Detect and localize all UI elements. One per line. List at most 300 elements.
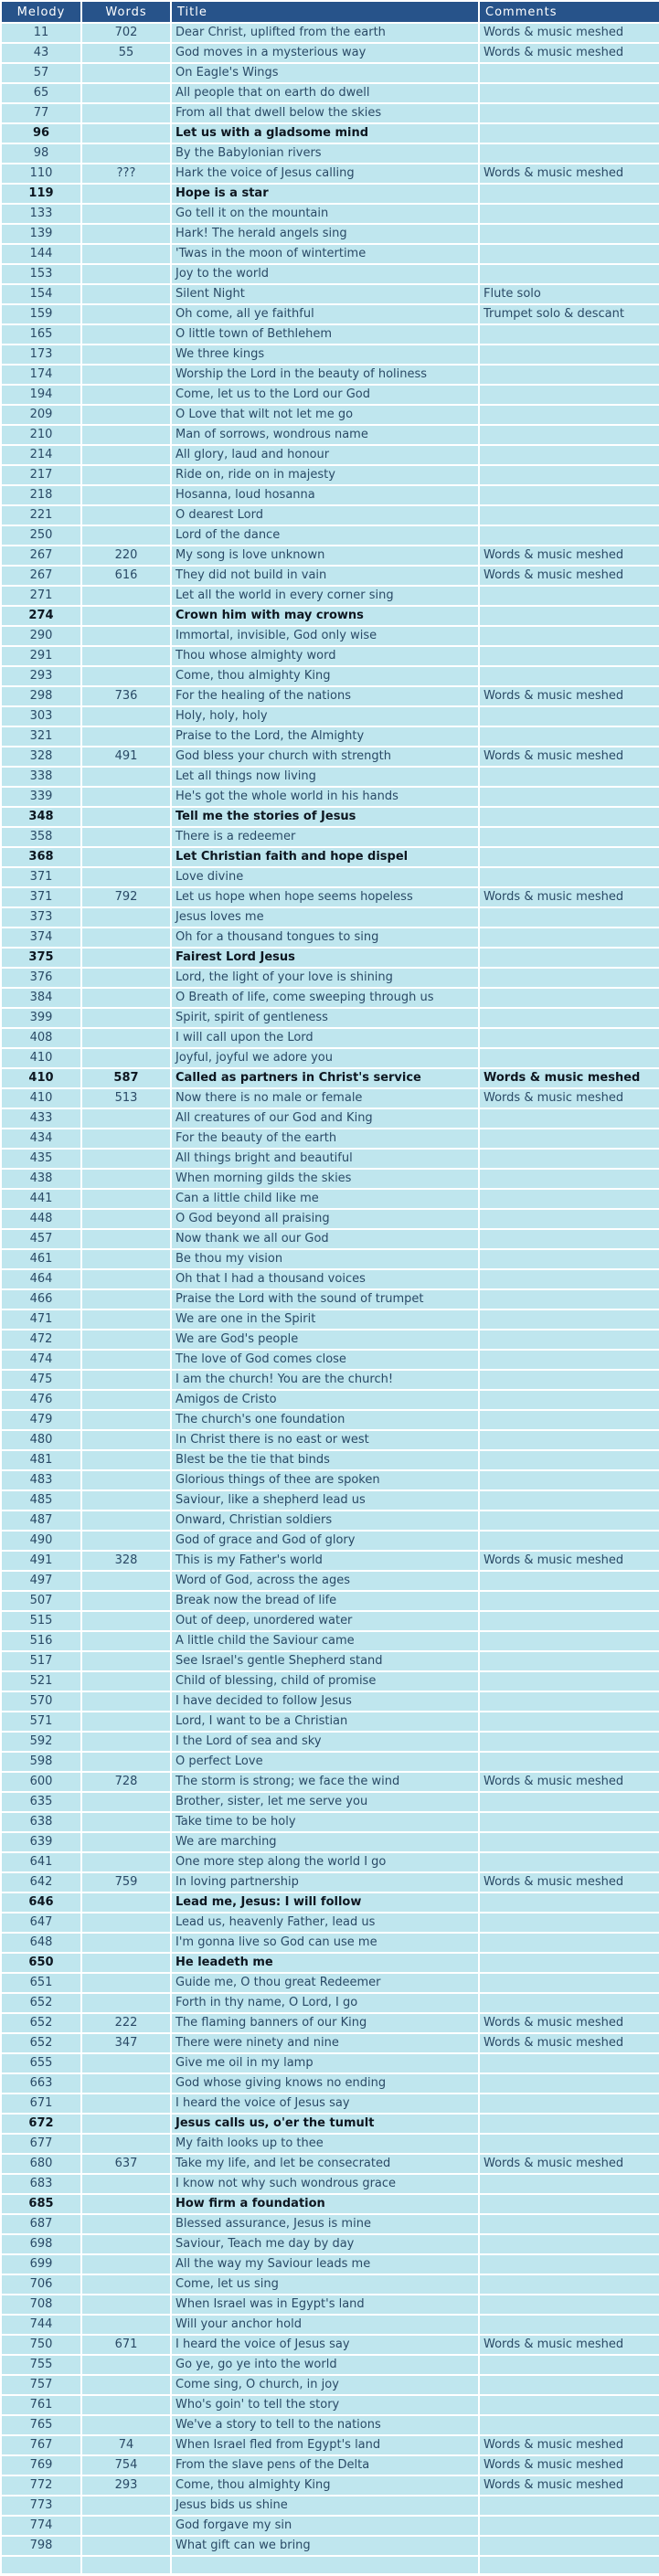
words-cell (82, 1230, 170, 1248)
melody-cell: 358 (2, 828, 80, 846)
melody-cell: 139 (2, 225, 80, 243)
melody-cell: 410 (2, 1089, 80, 1108)
melody-cell: 774 (2, 2517, 80, 2535)
melody-cell: 638 (2, 1813, 80, 1831)
words-cell (82, 1210, 170, 1228)
comments-cell (480, 446, 659, 464)
words-cell (82, 808, 170, 826)
words-cell (82, 2094, 170, 2113)
table-row (2, 1270, 659, 1288)
table-row (2, 24, 659, 42)
comments-cell (480, 808, 659, 826)
empty-cell (480, 2557, 659, 2573)
melody-cell: 592 (2, 1733, 80, 1751)
table-row (2, 144, 659, 163)
table-row (2, 707, 659, 726)
title-cell: Can a little child like me (172, 1190, 478, 1208)
title-cell: All creatures of our God and King (172, 1109, 478, 1128)
title-cell: Take time to be holy (172, 1813, 478, 1831)
comments-cell: Words & music meshed (480, 1069, 659, 1087)
comments-cell (480, 2416, 659, 2434)
table-row (2, 1451, 659, 1469)
melody-cell: 133 (2, 205, 80, 223)
melody-cell: 399 (2, 1009, 80, 1027)
words-cell (82, 1572, 170, 1590)
comments-cell (480, 2195, 659, 2213)
empty-cell (172, 2557, 478, 2573)
words-cell: 702 (82, 24, 170, 42)
title-cell: All things bright and beautiful (172, 1150, 478, 1168)
title-cell: Word of God, across the ages (172, 1572, 478, 1590)
table-row (2, 1652, 659, 1670)
words-cell (82, 1652, 170, 1670)
words-cell (82, 205, 170, 223)
words-cell (82, 1833, 170, 1851)
title-cell: The love of God comes close (172, 1351, 478, 1369)
melody-header: Melody (2, 2, 80, 22)
title-cell: Praise the Lord with the sound of trumpet (172, 1290, 478, 1309)
title-cell: They did not build in vain (172, 567, 478, 585)
title-cell: Called as partners in Christ's service (172, 1069, 478, 1087)
melody-cell: 371 (2, 888, 80, 906)
comments-cell (480, 1290, 659, 1309)
table-row (2, 848, 659, 866)
words-cell (82, 1913, 170, 1932)
title-cell: Saviour, like a shepherd lead us (172, 1491, 478, 1510)
table-row (2, 949, 659, 967)
table-row (2, 1612, 659, 1630)
title-cell: I the Lord of sea and sky (172, 1733, 478, 1751)
table-row (2, 1733, 659, 1751)
comments-cell (480, 788, 659, 806)
words-cell (82, 828, 170, 846)
title-cell: O little town of Bethlehem (172, 325, 478, 344)
words-cell (82, 2135, 170, 2153)
comments-cell (480, 1029, 659, 1047)
title-cell: Come, thou almighty King (172, 2476, 478, 2495)
melody-cell: 218 (2, 486, 80, 504)
title-cell: Silent Night (172, 285, 478, 303)
melody-cell: 408 (2, 1029, 80, 1047)
words-cell (82, 185, 170, 203)
table-row (2, 1491, 659, 1510)
words-cell (82, 2215, 170, 2233)
melody-cell: 767 (2, 2436, 80, 2454)
table-row (2, 1532, 659, 1550)
melody-cell: 321 (2, 727, 80, 746)
words-cell (82, 1250, 170, 1268)
table-row (2, 868, 659, 886)
comments-cell (480, 2135, 659, 2153)
comments-cell (480, 185, 659, 203)
words-cell (82, 2235, 170, 2253)
table-row (2, 808, 659, 826)
title-cell: My faith looks up to thee (172, 2135, 478, 2153)
melody-cell: 303 (2, 707, 80, 726)
title-cell: 'Twas in the moon of wintertime (172, 245, 478, 263)
melody-cell: 650 (2, 1954, 80, 1972)
table-row (2, 185, 659, 203)
table-row (2, 366, 659, 384)
words-cell (82, 1371, 170, 1389)
comments-cell (480, 205, 659, 223)
words-cell (82, 406, 170, 424)
title-cell: Lead us, heavenly Father, lead us (172, 1913, 478, 1932)
melody-cell: 375 (2, 949, 80, 967)
melody-cell: 210 (2, 426, 80, 444)
title-cell: Hark! The herald angels sing (172, 225, 478, 243)
comments-cell (480, 1793, 659, 1811)
table-row (2, 2517, 659, 2535)
table-row (2, 1029, 659, 1047)
melody-cell: 648 (2, 1934, 80, 1952)
title-cell: The church's one foundation (172, 1411, 478, 1429)
words-cell (82, 2496, 170, 2515)
comments-cell (480, 1652, 659, 1670)
words-cell (82, 1190, 170, 1208)
title-cell: Tell me the stories of Jesus (172, 808, 478, 826)
title-cell: Let all the world in every corner sing (172, 587, 478, 605)
comments-cell (480, 1230, 659, 1248)
comments-cell: Trumpet solo & descant (480, 305, 659, 323)
words-cell (82, 386, 170, 404)
melody-cell: 159 (2, 305, 80, 323)
words-cell (82, 1853, 170, 1871)
table-row (2, 1552, 659, 1570)
words-cell (82, 1029, 170, 1047)
words-cell (82, 1491, 170, 1510)
melody-cell: 685 (2, 2195, 80, 2213)
title-cell: Lord, the light of your love is shining (172, 969, 478, 987)
words-cell (82, 1411, 170, 1429)
title-cell: Let us hope when hope seems hopeless (172, 888, 478, 906)
comments-cell (480, 2517, 659, 2535)
table-row (2, 305, 659, 323)
title-cell: Immortal, invisible, God only wise (172, 627, 478, 645)
table-row (2, 989, 659, 1007)
words-cell (82, 2195, 170, 2213)
table-row (2, 1994, 659, 2012)
melody-cell: 485 (2, 1491, 80, 1510)
table-row (2, 2295, 659, 2314)
table-row (2, 2436, 659, 2454)
table-row (2, 406, 659, 424)
title-cell: Let us with a gladsome mind (172, 124, 478, 143)
words-cell (82, 84, 170, 102)
table-row (2, 2496, 659, 2515)
words-cell (82, 2517, 170, 2535)
melody-cell: 744 (2, 2316, 80, 2334)
comments-cell: Words & music meshed (480, 44, 659, 62)
title-cell: Lead me, Jesus: I will follow (172, 1893, 478, 1912)
words-cell (82, 1692, 170, 1711)
words-cell (82, 1451, 170, 1469)
words-cell (82, 104, 170, 122)
title-cell: Oh come, all ye faithful (172, 305, 478, 323)
table-row (2, 1431, 659, 1449)
table-row (2, 486, 659, 504)
comments-cell (480, 2115, 659, 2133)
comments-cell (480, 1471, 659, 1489)
melody-cell: 348 (2, 808, 80, 826)
comments-cell (480, 768, 659, 786)
table-row (2, 1793, 659, 1811)
words-cell (82, 285, 170, 303)
words-cell (82, 1753, 170, 1771)
title-cell: Saviour, Teach me day by day (172, 2235, 478, 2253)
table-row (2, 526, 659, 545)
melody-cell: 598 (2, 1753, 80, 1771)
table-row (2, 426, 659, 444)
table-row (2, 104, 659, 122)
comments-cell (480, 908, 659, 927)
words-cell (82, 1351, 170, 1369)
melody-cell: 798 (2, 2537, 80, 2555)
melody-cell: 652 (2, 1994, 80, 2012)
words-cell (82, 1511, 170, 1530)
title-cell: Hark the voice of Jesus calling (172, 164, 478, 183)
comments-cell (480, 1431, 659, 1449)
melody-cell: 472 (2, 1330, 80, 1349)
title-cell: Jesus calls us, o'er the tumult (172, 2115, 478, 2133)
comments-cell (480, 426, 659, 444)
melody-cell: 699 (2, 2255, 80, 2274)
words-cell (82, 928, 170, 947)
table-row (2, 727, 659, 746)
melody-cell: 384 (2, 989, 80, 1007)
title-cell: Come, let us to the Lord our God (172, 386, 478, 404)
melody-cell: 438 (2, 1170, 80, 1188)
words-cell: 55 (82, 44, 170, 62)
table-row (2, 1773, 659, 1791)
comments-cell (480, 1150, 659, 1168)
table-row (2, 2054, 659, 2072)
melody-cell: 687 (2, 2215, 80, 2233)
comments-cell: Flute solo (480, 285, 659, 303)
comments-cell (480, 265, 659, 283)
title-cell: Who's goin' to tell the story (172, 2396, 478, 2414)
comments-cell (480, 1733, 659, 1751)
table-row (2, 466, 659, 484)
words-cell: ??? (82, 164, 170, 183)
comments-cell (480, 2537, 659, 2555)
words-cell (82, 768, 170, 786)
table-row (2, 1330, 659, 1349)
comments-cell (480, 1250, 659, 1268)
melody-cell: 773 (2, 2496, 80, 2515)
melody-cell: 750 (2, 2336, 80, 2354)
table-row (2, 2235, 659, 2253)
comments-cell (480, 1893, 659, 1912)
comments-cell (480, 526, 659, 545)
comments-cell: Words & music meshed (480, 2336, 659, 2354)
words-cell (82, 908, 170, 927)
melody-cell: 515 (2, 1612, 80, 1630)
title-cell: Lord, I want to be a Christian (172, 1712, 478, 1731)
title-cell: We are marching (172, 1833, 478, 1851)
melody-cell: 481 (2, 1451, 80, 1469)
words-cell (82, 1129, 170, 1148)
melody-cell: 371 (2, 868, 80, 886)
melody-cell: 655 (2, 2054, 80, 2072)
melody-cell: 765 (2, 2416, 80, 2434)
comments-cell (480, 325, 659, 344)
words-cell (82, 1310, 170, 1329)
melody-cell: 448 (2, 1210, 80, 1228)
comments-cell: Words & music meshed (480, 164, 659, 183)
title-cell: There were ninety and nine (172, 2034, 478, 2052)
comments-cell (480, 345, 659, 364)
melody-cell: 769 (2, 2456, 80, 2475)
comments-cell (480, 707, 659, 726)
comments-cell (480, 2376, 659, 2394)
words-cell (82, 667, 170, 685)
table-row (2, 2135, 659, 2153)
table-row (2, 1672, 659, 1691)
title-cell: O perfect Love (172, 1753, 478, 1771)
words-cell: 736 (82, 687, 170, 705)
title-cell: Ride on, ride on in majesty (172, 466, 478, 484)
comments-cell (480, 1813, 659, 1831)
words-cell (82, 1934, 170, 1952)
comments-cell (480, 2094, 659, 2113)
words-cell (82, 64, 170, 82)
title-cell: Thou whose almighty word (172, 647, 478, 665)
table-row (2, 2195, 659, 2213)
melody-cell: 441 (2, 1190, 80, 1208)
table-row (2, 908, 659, 927)
title-cell: One more step along the world I go (172, 1853, 478, 1871)
comments-cell: Words & music meshed (480, 1773, 659, 1791)
table-row (2, 1351, 659, 1369)
comments-cell (480, 1190, 659, 1208)
words-cell (82, 647, 170, 665)
comments-cell (480, 2295, 659, 2314)
words-cell: 754 (82, 2456, 170, 2475)
melody-cell: 641 (2, 1853, 80, 1871)
comments-cell (480, 607, 659, 625)
title-cell: Child of blessing, child of promise (172, 1672, 478, 1691)
melody-cell: 475 (2, 1371, 80, 1389)
table-row (2, 2456, 659, 2475)
melody-cell: 708 (2, 2295, 80, 2314)
comments-cell (480, 1632, 659, 1650)
words-cell (82, 627, 170, 645)
melody-cell: 755 (2, 2356, 80, 2374)
melody-cell: 217 (2, 466, 80, 484)
words-cell (82, 2054, 170, 2072)
title-cell: We are one in the Spirit (172, 1310, 478, 1329)
words-cell: 671 (82, 2336, 170, 2354)
title-cell: Let all things now living (172, 768, 478, 786)
melody-cell: 328 (2, 747, 80, 766)
table-row (2, 627, 659, 645)
melody-cell: 374 (2, 928, 80, 947)
table-row (2, 2115, 659, 2133)
melody-cell: 706 (2, 2275, 80, 2294)
words-cell (82, 124, 170, 143)
melody-cell: 570 (2, 1692, 80, 1711)
comments-cell (480, 1411, 659, 1429)
melody-cell: 517 (2, 1652, 80, 1670)
comments-cell: Words & music meshed (480, 2155, 659, 2173)
table-row (2, 265, 659, 283)
table-row (2, 245, 659, 263)
table-row (2, 205, 659, 223)
table-row (2, 1873, 659, 1892)
words-cell (82, 245, 170, 263)
table-row (2, 2155, 659, 2173)
comments-cell (480, 225, 659, 243)
comments-cell (480, 667, 659, 685)
melody-cell: 680 (2, 2155, 80, 2173)
table-row (2, 1893, 659, 1912)
title-cell: God bless your church with strength (172, 747, 478, 766)
table-row (2, 788, 659, 806)
table-row (2, 84, 659, 102)
melody-cell: 410 (2, 1049, 80, 1067)
title-cell: My song is love unknown (172, 546, 478, 565)
comments-cell (480, 1511, 659, 1530)
comments-cell (480, 1954, 659, 1972)
comments-cell: Words & music meshed (480, 888, 659, 906)
comments-cell: Words & music meshed (480, 2456, 659, 2475)
table-row (2, 1954, 659, 1972)
comments-cell (480, 1351, 659, 1369)
comments-cell: Words & music meshed (480, 747, 659, 766)
table-row (2, 2476, 659, 2495)
melody-cell: 471 (2, 1310, 80, 1329)
title-cell: Break now the bread of life (172, 1592, 478, 1610)
comments-cell (480, 2074, 659, 2093)
melody-cell: 271 (2, 587, 80, 605)
table-row (2, 386, 659, 404)
melody-cell: 483 (2, 1471, 80, 1489)
table-row (2, 768, 659, 786)
table-row (2, 1170, 659, 1188)
table-row (2, 64, 659, 82)
table-row (2, 446, 659, 464)
words-cell (82, 2396, 170, 2414)
melody-cell: 474 (2, 1351, 80, 1369)
title-cell: I heard the voice of Jesus say (172, 2336, 478, 2354)
comments-cell: Words & music meshed (480, 2436, 659, 2454)
melody-cell: 65 (2, 84, 80, 102)
title-cell: Go tell it on the mountain (172, 205, 478, 223)
title-cell: Hope is a star (172, 185, 478, 203)
title-cell: Guide me, O thou great Redeemer (172, 1974, 478, 1992)
table-row (2, 587, 659, 605)
title-cell: Oh that I had a thousand voices (172, 1270, 478, 1288)
title-cell: I heard the voice of Jesus say (172, 2094, 478, 2113)
table-row (2, 2175, 659, 2193)
words-cell (82, 1330, 170, 1349)
title-cell: Come sing, O church, in joy (172, 2376, 478, 2394)
title-cell: Dear Christ, uplifted from the earth (172, 24, 478, 42)
melody-cell: 376 (2, 969, 80, 987)
melody-cell: 479 (2, 1411, 80, 1429)
comments-cell: Words & music meshed (480, 24, 659, 42)
words-cell (82, 1391, 170, 1409)
title-cell: Go ye, go ye into the world (172, 2356, 478, 2374)
melody-cell: 761 (2, 2396, 80, 2414)
table-row (2, 2215, 659, 2233)
comments-cell (480, 2275, 659, 2294)
title-cell: This is my Father's world (172, 1552, 478, 1570)
title-cell: For the beauty of the earth (172, 1129, 478, 1148)
table-row (2, 225, 659, 243)
table-row (2, 1150, 659, 1168)
